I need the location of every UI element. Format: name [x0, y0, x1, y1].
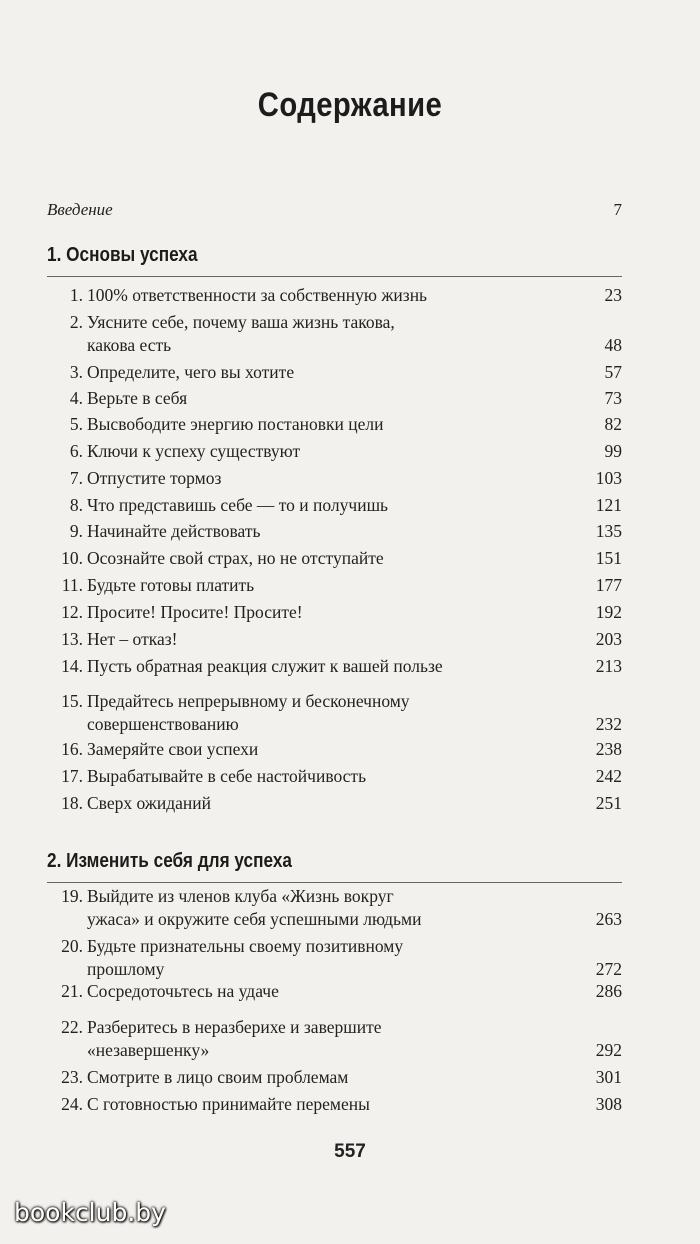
entry-page: 192 — [595, 602, 622, 622]
toc-entry[interactable] — [47, 935, 622, 981]
entry-number: 6. — [69, 441, 83, 461]
entry-title — [87, 655, 562, 678]
intro-entry — [47, 200, 622, 220]
entry-page: 242 — [595, 766, 622, 786]
toc-entry[interactable] — [47, 387, 622, 410]
entry-title-line: Будьте готовы платить — [87, 575, 255, 595]
toc-entry[interactable] — [47, 628, 622, 651]
entry-number: 15. — [61, 691, 83, 711]
entry-number: 14. — [61, 656, 83, 676]
entry-number: 16. — [61, 739, 83, 759]
entry-number: 8. — [69, 495, 83, 515]
section-divider — [47, 882, 622, 883]
entry-title-line: Нет – отказ! — [87, 629, 178, 649]
entry-title — [87, 1093, 562, 1116]
entry-title — [87, 1066, 562, 1089]
entry-title-line: Ключи к успеху существуют — [87, 441, 301, 461]
page-title: Содержание — [257, 86, 443, 124]
entry-title-line: Определите, чего вы хотите — [87, 362, 295, 382]
entry-title-line: Начинайте действовать — [87, 521, 261, 541]
entry-title — [87, 601, 562, 624]
entry-page: 251 — [595, 793, 622, 813]
entry-title-line: Высвободите энергию постановки цели — [87, 414, 384, 434]
entry-title-line: Что представишь себе — то и получишь — [87, 495, 389, 515]
entry-title-line: Просите! Просите! Просите! — [87, 602, 303, 622]
entry-page: 292 — [595, 1040, 622, 1060]
entry-title-line: Осознайте свой страх, но не отступайте — [87, 548, 384, 568]
entry-title — [87, 765, 562, 788]
entry-title — [87, 690, 562, 736]
toc-entry[interactable] — [47, 467, 622, 490]
toc-entry[interactable] — [47, 765, 622, 788]
entry-number: 11. — [61, 575, 83, 595]
entry-title — [87, 885, 562, 931]
entry-title — [87, 547, 562, 570]
entry-number: 20. — [61, 936, 83, 956]
entry-page: 263 — [595, 909, 622, 929]
toc-entry[interactable] — [47, 1016, 622, 1062]
toc-entry[interactable] — [47, 601, 622, 624]
toc-entry[interactable] — [47, 885, 622, 931]
entry-number: 23. — [61, 1067, 83, 1087]
entry-page: 73 — [604, 388, 622, 408]
site-watermark: bookclub.by — [14, 1198, 166, 1227]
entry-number: 21. — [61, 981, 83, 1001]
entry-title-line: Отпустите тормоз — [87, 468, 222, 488]
entry-page: 238 — [595, 739, 622, 759]
entry-page: 23 — [604, 285, 622, 305]
entry-title — [87, 311, 562, 357]
entry-page: 177 — [595, 575, 622, 595]
entry-title — [87, 284, 562, 307]
entry-number: 17. — [61, 766, 83, 786]
intro-label: Введение — [47, 200, 113, 219]
toc-entry[interactable] — [47, 361, 622, 384]
entry-title-line: Замеряйте свои успехи — [87, 739, 259, 759]
entry-title-line: какова есть — [87, 335, 172, 355]
entry-title-line: Уясните себе, почему ваша жизнь такова, — [87, 312, 395, 332]
entry-title — [87, 520, 562, 543]
entry-title-line: Сверх ожиданий — [87, 793, 212, 813]
toc-entry[interactable] — [47, 574, 622, 597]
entry-page: 99 — [604, 441, 622, 461]
entry-title-line: Вырабатывайте в себе настойчивость — [87, 766, 367, 786]
entry-page: 48 — [604, 335, 622, 355]
entry-title-line: совершенствованию — [87, 714, 239, 734]
entry-title — [87, 935, 562, 981]
entry-number: 4. — [69, 388, 83, 408]
entry-page: 82 — [604, 414, 622, 434]
entry-title — [87, 440, 562, 463]
entry-page: 272 — [595, 959, 622, 979]
entry-title — [87, 738, 562, 761]
toc-entry[interactable] — [47, 1093, 622, 1116]
toc-entry[interactable] — [47, 284, 622, 307]
entry-page: 203 — [595, 629, 622, 649]
toc-entry[interactable] — [47, 738, 622, 761]
toc-entry[interactable] — [47, 690, 622, 736]
entry-title — [87, 628, 562, 651]
toc-entry[interactable] — [47, 980, 622, 1003]
entry-title-line: прошлому — [87, 959, 165, 979]
entry-title-line: 100% ответственности за собственную жизнь — [87, 285, 428, 305]
toc-entry[interactable] — [47, 1066, 622, 1089]
entry-page: 232 — [595, 714, 622, 734]
section-divider — [47, 276, 622, 277]
entry-title — [87, 1016, 562, 1062]
section-title: 2. Изменить себя для успеха — [47, 850, 292, 872]
entry-number: 12. — [61, 602, 83, 622]
entry-title — [87, 574, 562, 597]
toc-entry[interactable] — [47, 311, 622, 357]
entry-title — [87, 413, 562, 436]
entry-number: 5. — [69, 414, 83, 434]
entry-number: 3. — [69, 362, 83, 382]
entry-page: 308 — [595, 1094, 622, 1114]
entry-title-line: Смотрите в лицо своим проблемам — [87, 1067, 349, 1087]
entry-number: 9. — [69, 521, 83, 541]
toc-entry[interactable] — [47, 547, 622, 570]
entry-page: 103 — [595, 468, 622, 488]
entry-page: 121 — [595, 495, 622, 515]
entry-page: 301 — [595, 1067, 622, 1087]
entry-page: 57 — [604, 362, 622, 382]
entry-number: 22. — [61, 1017, 83, 1037]
entry-title-line: Выйдите из членов клуба «Жизнь вокруг — [87, 886, 394, 906]
entry-title-line: ужаса» и окружите себя успешными людьми — [87, 909, 422, 929]
toc-entry[interactable] — [47, 413, 622, 436]
entry-title — [87, 494, 562, 517]
entry-number: 18. — [61, 793, 83, 813]
section-title: 1. Основы успеха — [47, 244, 198, 266]
entry-title-line: Верьте в себя — [87, 388, 188, 408]
toc-entry[interactable] — [47, 440, 622, 463]
entry-number: 24. — [61, 1094, 83, 1114]
entry-title — [87, 467, 562, 490]
entry-number: 19. — [61, 886, 83, 906]
entry-number: 7. — [69, 468, 83, 488]
entry-page: 135 — [595, 521, 622, 541]
entry-number: 2. — [69, 312, 83, 332]
toc-entry[interactable] — [47, 655, 622, 678]
entry-number: 13. — [61, 629, 83, 649]
entry-title-line: Пусть обратная реакция служит к вашей пользе — [87, 656, 443, 676]
entry-number: 10. — [61, 548, 83, 568]
entry-title-line: Будьте признательны своему позитивному — [87, 936, 404, 956]
entry-title-line: Предайтесь непрерывному и бесконечному — [87, 691, 410, 711]
entry-page: 286 — [595, 981, 622, 1001]
toc-entry[interactable] — [47, 520, 622, 543]
entry-title-line: Разберитесь в неразберихе и завершите — [87, 1017, 382, 1037]
entry-title — [87, 387, 562, 410]
entry-title-line: Сосредоточьтесь на удаче — [87, 981, 279, 1001]
entry-page: 213 — [595, 656, 622, 676]
entry-page: 151 — [595, 548, 622, 568]
entry-number: 1. — [69, 285, 83, 305]
entry-title — [87, 980, 562, 1003]
entry-title — [87, 792, 562, 815]
page-number: 557 — [334, 1141, 366, 1162]
entry-title-line: С готовностью принимайте перемены — [87, 1094, 370, 1114]
entry-title — [87, 361, 562, 384]
entry-title-line: «незавершенку» — [87, 1040, 210, 1060]
intro-page: 7 — [613, 200, 622, 219]
toc-entry[interactable] — [47, 494, 622, 517]
toc-entry[interactable] — [47, 792, 622, 815]
